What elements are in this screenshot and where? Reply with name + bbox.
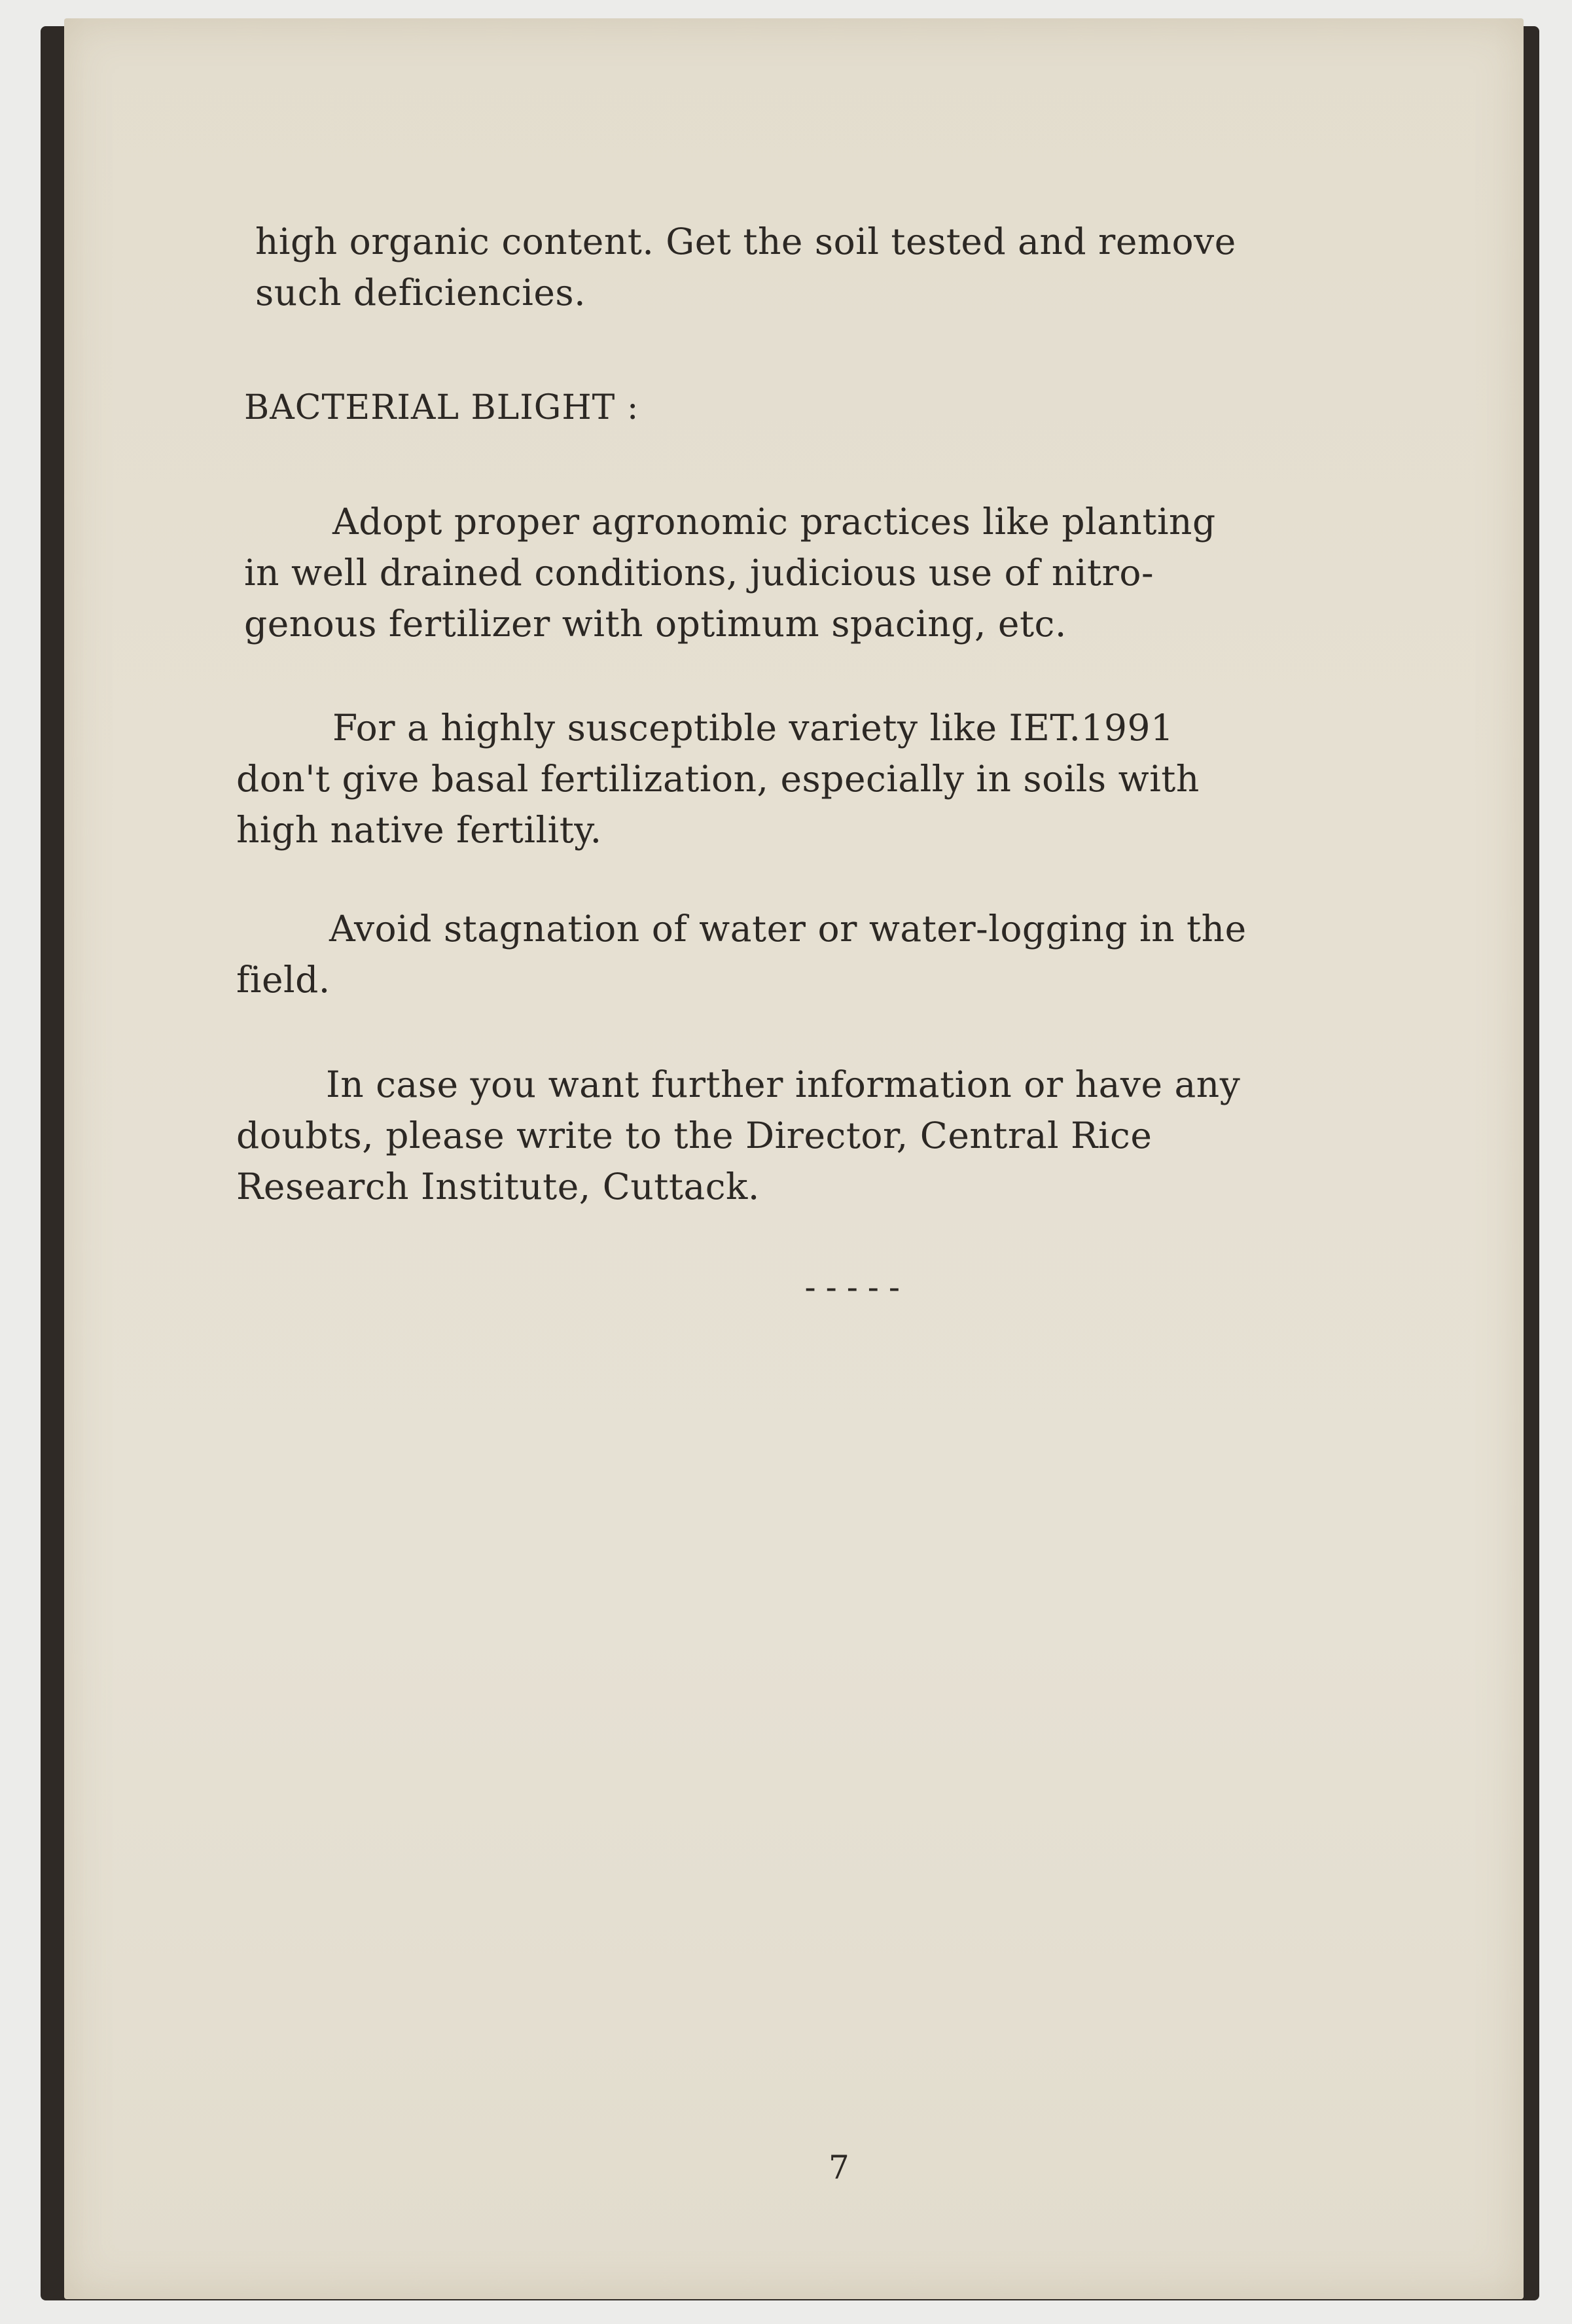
paragraph-line: Avoid stagnation of water or water-logging in the bbox=[329, 908, 1247, 950]
paragraph-line: For a highly susceptible variety like IET.1991 bbox=[332, 707, 1174, 749]
paragraph-line: genous fertilizer with optimum spacing, etc. bbox=[244, 603, 1067, 645]
page-number: 7 bbox=[829, 2149, 849, 2187]
paragraph-line: Adopt proper agronomic practices like planting bbox=[332, 501, 1216, 543]
intro-line: such deficiencies. bbox=[255, 272, 586, 313]
section-heading: BACTERIAL BLIGHT : bbox=[244, 388, 639, 427]
paragraph-line: In case you want further information or have any bbox=[326, 1064, 1241, 1105]
section-separator: ----- bbox=[800, 1268, 906, 1306]
paragraph-line: doubts, please write to the Director, Central Rice bbox=[236, 1115, 1152, 1156]
intro-line: high organic content. Get the soil tested and remove bbox=[255, 221, 1236, 262]
paragraph-line: don't give basal fertilization, especially in soils with bbox=[236, 758, 1200, 800]
document-page bbox=[64, 18, 1524, 2299]
paragraph-line: in well drained conditions, judicious use of nitro- bbox=[244, 552, 1154, 594]
paragraph-line: Research Institute, Cuttack. bbox=[236, 1166, 760, 1207]
paragraph-line: high native fertility. bbox=[236, 809, 602, 851]
paragraph-line: field. bbox=[236, 959, 330, 1001]
